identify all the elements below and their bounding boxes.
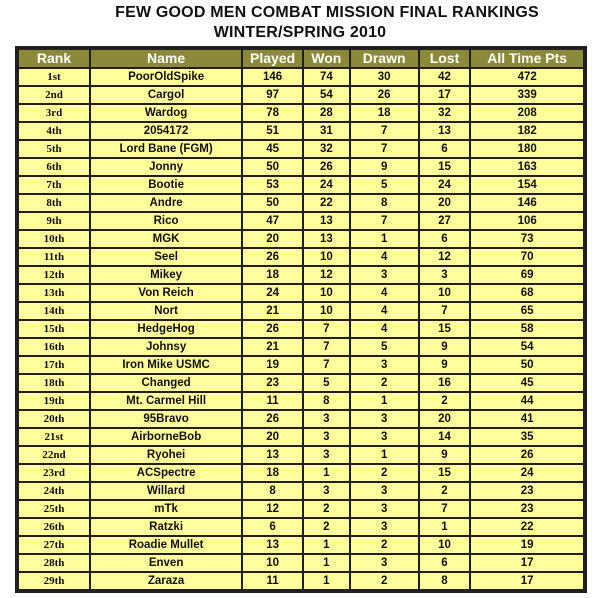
cell-played: 50 — [243, 159, 302, 175]
cell-won: 3 — [304, 447, 349, 463]
cell-played: 45 — [243, 141, 302, 157]
cell-name: Nort — [91, 303, 241, 319]
cell-won: 13 — [304, 231, 349, 247]
cell-drawn: 3 — [351, 483, 418, 499]
cell-name: ACSpectre — [91, 465, 241, 481]
cell-won: 28 — [304, 105, 349, 121]
cell-lost: 9 — [420, 357, 470, 373]
cell-lost: 10 — [420, 285, 470, 301]
column-header-lost: Lost — [420, 50, 470, 67]
cell-drawn: 7 — [351, 141, 418, 157]
cell-all-time-pts: 69 — [471, 267, 583, 283]
cell-all-time-pts: 182 — [471, 123, 583, 139]
cell-name: Wardog — [91, 105, 241, 121]
cell-lost: 14 — [420, 429, 470, 445]
cell-drawn: 18 — [351, 105, 418, 121]
cell-drawn: 5 — [351, 339, 418, 355]
cell-rank: 23rd — [19, 465, 89, 481]
cell-played: 6 — [243, 519, 302, 535]
cell-rank: 4th — [19, 123, 89, 139]
column-header-played: Played — [243, 50, 302, 67]
column-header-drawn: Drawn — [351, 50, 418, 67]
table-row — [19, 87, 583, 103]
cell-played: 11 — [243, 393, 302, 409]
cell-lost: 17 — [420, 87, 470, 103]
cell-drawn: 8 — [351, 195, 418, 211]
cell-drawn: 4 — [351, 321, 418, 337]
cell-lost: 8 — [420, 573, 470, 589]
cell-rank: 11th — [19, 249, 89, 265]
cell-won: 22 — [304, 195, 349, 211]
cell-won: 7 — [304, 339, 349, 355]
cell-lost: 10 — [420, 537, 470, 553]
cell-name: PoorOldSpike — [91, 69, 241, 85]
cell-played: 23 — [243, 375, 302, 391]
cell-all-time-pts: 180 — [471, 141, 583, 157]
cell-played: 97 — [243, 87, 302, 103]
table-row — [19, 537, 583, 553]
cell-won: 3 — [304, 483, 349, 499]
table-row — [19, 213, 583, 229]
table-row — [19, 249, 583, 265]
cell-name: Lord Bane (FGM) — [91, 141, 241, 157]
cell-name: Mt. Carmel Hill — [91, 393, 241, 409]
table-row — [19, 123, 583, 139]
table-row — [19, 321, 583, 337]
cell-rank: 19th — [19, 393, 89, 409]
cell-drawn: 3 — [351, 501, 418, 517]
cell-all-time-pts: 50 — [471, 357, 583, 373]
cell-won: 3 — [304, 411, 349, 427]
cell-all-time-pts: 472 — [471, 69, 583, 85]
cell-name: Willard — [91, 483, 241, 499]
cell-rank: 8th — [19, 195, 89, 211]
cell-lost: 42 — [420, 69, 470, 85]
cell-drawn: 4 — [351, 303, 418, 319]
cell-won: 7 — [304, 321, 349, 337]
cell-name: Mikey — [91, 267, 241, 283]
cell-all-time-pts: 68 — [471, 285, 583, 301]
cell-played: 51 — [243, 123, 302, 139]
cell-won: 24 — [304, 177, 349, 193]
rankings-table — [17, 48, 585, 591]
cell-name: HedgeHog — [91, 321, 241, 337]
page-subtitle: WINTER/SPRING 2010 — [213, 24, 387, 41]
cell-all-time-pts: 106 — [471, 213, 583, 229]
column-header-all-time-pts: All Time Pts — [471, 50, 583, 67]
cell-drawn: 1 — [351, 231, 418, 247]
table-row — [19, 375, 583, 391]
cell-all-time-pts: 58 — [471, 321, 583, 337]
cell-played: 21 — [243, 339, 302, 355]
cell-played: 12 — [243, 501, 302, 517]
cell-drawn: 1 — [351, 393, 418, 409]
cell-all-time-pts: 26 — [471, 447, 583, 463]
cell-lost: 6 — [420, 141, 470, 157]
table-row — [19, 357, 583, 373]
table-row — [19, 177, 583, 193]
table-row — [19, 195, 583, 211]
table-row — [19, 429, 583, 445]
cell-rank: 21st — [19, 429, 89, 445]
table-body — [19, 69, 583, 589]
cell-name: Iron Mike USMC — [91, 357, 241, 373]
cell-lost: 6 — [420, 555, 470, 571]
table-row — [19, 231, 583, 247]
cell-rank: 3rd — [19, 105, 89, 121]
cell-drawn: 2 — [351, 375, 418, 391]
cell-lost: 9 — [420, 339, 470, 355]
cell-played: 24 — [243, 285, 302, 301]
cell-rank: 18th — [19, 375, 89, 391]
cell-won: 10 — [304, 303, 349, 319]
table-row — [19, 501, 583, 517]
cell-rank: 1st — [19, 69, 89, 85]
cell-won: 32 — [304, 141, 349, 157]
cell-rank: 29th — [19, 573, 89, 589]
cell-rank: 26th — [19, 519, 89, 535]
cell-played: 26 — [243, 321, 302, 337]
cell-name: Jonny — [91, 159, 241, 175]
table-header-row — [19, 50, 583, 67]
cell-lost: 1 — [420, 519, 470, 535]
table-row — [19, 411, 583, 427]
cell-name: 95Bravo — [91, 411, 241, 427]
column-header-name: Name — [91, 50, 241, 67]
cell-won: 8 — [304, 393, 349, 409]
cell-drawn: 3 — [351, 519, 418, 535]
cell-won: 1 — [304, 573, 349, 589]
cell-lost: 15 — [420, 465, 470, 481]
cell-played: 50 — [243, 195, 302, 211]
cell-name: Cargol — [91, 87, 241, 103]
cell-lost: 12 — [420, 249, 470, 265]
cell-all-time-pts: 70 — [471, 249, 583, 265]
cell-won: 2 — [304, 519, 349, 535]
table-row — [19, 267, 583, 283]
table-row — [19, 303, 583, 319]
table-row — [19, 465, 583, 481]
cell-lost: 13 — [420, 123, 470, 139]
cell-rank: 14th — [19, 303, 89, 319]
cell-rank: 28th — [19, 555, 89, 571]
cell-name: Changed — [91, 375, 241, 391]
cell-played: 20 — [243, 429, 302, 445]
cell-drawn: 4 — [351, 249, 418, 265]
cell-rank: 6th — [19, 159, 89, 175]
cell-all-time-pts: 24 — [471, 465, 583, 481]
cell-won: 10 — [304, 249, 349, 265]
cell-drawn: 1 — [351, 447, 418, 463]
cell-name: Bootie — [91, 177, 241, 193]
cell-name: Enven — [91, 555, 241, 571]
cell-played: 20 — [243, 231, 302, 247]
cell-all-time-pts: 73 — [471, 231, 583, 247]
cell-drawn: 5 — [351, 177, 418, 193]
cell-played: 11 — [243, 573, 302, 589]
cell-played: 78 — [243, 105, 302, 121]
cell-drawn: 2 — [351, 537, 418, 553]
cell-won: 54 — [304, 87, 349, 103]
cell-won: 13 — [304, 213, 349, 229]
cell-rank: 13th — [19, 285, 89, 301]
cell-rank: 20th — [19, 411, 89, 427]
cell-drawn: 7 — [351, 123, 418, 139]
cell-won: 31 — [304, 123, 349, 139]
cell-rank: 12th — [19, 267, 89, 283]
cell-lost: 24 — [420, 177, 470, 193]
cell-won: 3 — [304, 429, 349, 445]
cell-name: 2054172 — [91, 123, 241, 139]
cell-rank: 25th — [19, 501, 89, 517]
cell-won: 26 — [304, 159, 349, 175]
cell-name: MGK — [91, 231, 241, 247]
cell-rank: 9th — [19, 213, 89, 229]
cell-all-time-pts: 44 — [471, 393, 583, 409]
cell-played: 146 — [243, 69, 302, 85]
cell-lost: 20 — [420, 411, 470, 427]
table-row — [19, 555, 583, 571]
cell-name: Johnsy — [91, 339, 241, 355]
cell-won: 2 — [304, 501, 349, 517]
column-header-won: Won — [304, 50, 349, 67]
cell-all-time-pts: 23 — [471, 501, 583, 517]
table-row — [19, 573, 583, 589]
cell-all-time-pts: 22 — [471, 519, 583, 535]
cell-rank: 2nd — [19, 87, 89, 103]
cell-rank: 27th — [19, 537, 89, 553]
cell-played: 8 — [243, 483, 302, 499]
cell-won: 1 — [304, 537, 349, 553]
cell-all-time-pts: 17 — [471, 555, 583, 571]
cell-played: 26 — [243, 249, 302, 265]
cell-lost: 15 — [420, 159, 470, 175]
table-row — [19, 483, 583, 499]
cell-all-time-pts: 41 — [471, 411, 583, 427]
table-row — [19, 141, 583, 157]
cell-all-time-pts: 146 — [471, 195, 583, 211]
table-row — [19, 393, 583, 409]
cell-lost: 2 — [420, 483, 470, 499]
cell-played: 53 — [243, 177, 302, 193]
cell-all-time-pts: 35 — [471, 429, 583, 445]
cell-drawn: 7 — [351, 213, 418, 229]
cell-all-time-pts: 154 — [471, 177, 583, 193]
cell-lost: 32 — [420, 105, 470, 121]
cell-won: 10 — [304, 285, 349, 301]
cell-lost: 9 — [420, 447, 470, 463]
cell-won: 7 — [304, 357, 349, 373]
table-row — [19, 339, 583, 355]
cell-rank: 16th — [19, 339, 89, 355]
cell-rank: 7th — [19, 177, 89, 193]
cell-all-time-pts: 208 — [471, 105, 583, 121]
cell-drawn: 26 — [351, 87, 418, 103]
cell-played: 47 — [243, 213, 302, 229]
cell-lost: 20 — [420, 195, 470, 211]
rankings-table-frame — [15, 46, 587, 593]
cell-played: 13 — [243, 537, 302, 553]
table-row — [19, 285, 583, 301]
cell-name: Rico — [91, 213, 241, 229]
cell-rank: 24th — [19, 483, 89, 499]
cell-won: 1 — [304, 555, 349, 571]
cell-lost: 15 — [420, 321, 470, 337]
cell-drawn: 3 — [351, 357, 418, 373]
page-title: FEW GOOD MEN COMBAT MISSION FINAL RANKINGS — [115, 4, 539, 21]
cell-rank: 10th — [19, 231, 89, 247]
cell-lost: 2 — [420, 393, 470, 409]
cell-all-time-pts: 54 — [471, 339, 583, 355]
cell-played: 19 — [243, 357, 302, 373]
cell-name: Ryohei — [91, 447, 241, 463]
column-header-rank: Rank — [19, 50, 89, 67]
cell-name: AirborneBob — [91, 429, 241, 445]
cell-all-time-pts: 19 — [471, 537, 583, 553]
cell-name: Seel — [91, 249, 241, 265]
cell-name: Roadie Mullet — [91, 537, 241, 553]
cell-all-time-pts: 339 — [471, 87, 583, 103]
cell-won: 74 — [304, 69, 349, 85]
cell-lost: 6 — [420, 231, 470, 247]
cell-name: Ratzki — [91, 519, 241, 535]
cell-lost: 27 — [420, 213, 470, 229]
cell-lost: 7 — [420, 501, 470, 517]
cell-lost: 16 — [420, 375, 470, 391]
cell-played: 18 — [243, 267, 302, 283]
cell-all-time-pts: 163 — [471, 159, 583, 175]
cell-drawn: 3 — [351, 267, 418, 283]
table-row — [19, 159, 583, 175]
table-row — [19, 519, 583, 535]
cell-drawn: 9 — [351, 159, 418, 175]
cell-drawn: 3 — [351, 555, 418, 571]
cell-drawn: 2 — [351, 573, 418, 589]
cell-played: 18 — [243, 465, 302, 481]
cell-rank: 5th — [19, 141, 89, 157]
cell-played: 13 — [243, 447, 302, 463]
cell-all-time-pts: 17 — [471, 573, 583, 589]
cell-won: 1 — [304, 465, 349, 481]
cell-name: Andre — [91, 195, 241, 211]
cell-name: Von Reich — [91, 285, 241, 301]
cell-drawn: 30 — [351, 69, 418, 85]
table-row — [19, 447, 583, 463]
cell-name: Zaraza — [91, 573, 241, 589]
cell-played: 21 — [243, 303, 302, 319]
cell-won: 5 — [304, 375, 349, 391]
cell-rank: 17th — [19, 357, 89, 373]
cell-all-time-pts: 45 — [471, 375, 583, 391]
cell-all-time-pts: 65 — [471, 303, 583, 319]
table-row — [19, 105, 583, 121]
cell-lost: 7 — [420, 303, 470, 319]
cell-played: 10 — [243, 555, 302, 571]
cell-drawn: 3 — [351, 411, 418, 427]
table-row — [19, 69, 583, 85]
cell-name: mTk — [91, 501, 241, 517]
cell-won: 12 — [304, 267, 349, 283]
cell-all-time-pts: 23 — [471, 483, 583, 499]
cell-rank: 15th — [19, 321, 89, 337]
cell-played: 26 — [243, 411, 302, 427]
cell-lost: 3 — [420, 267, 470, 283]
cell-rank: 22nd — [19, 447, 89, 463]
cell-drawn: 2 — [351, 465, 418, 481]
cell-drawn: 4 — [351, 285, 418, 301]
cell-drawn: 3 — [351, 429, 418, 445]
